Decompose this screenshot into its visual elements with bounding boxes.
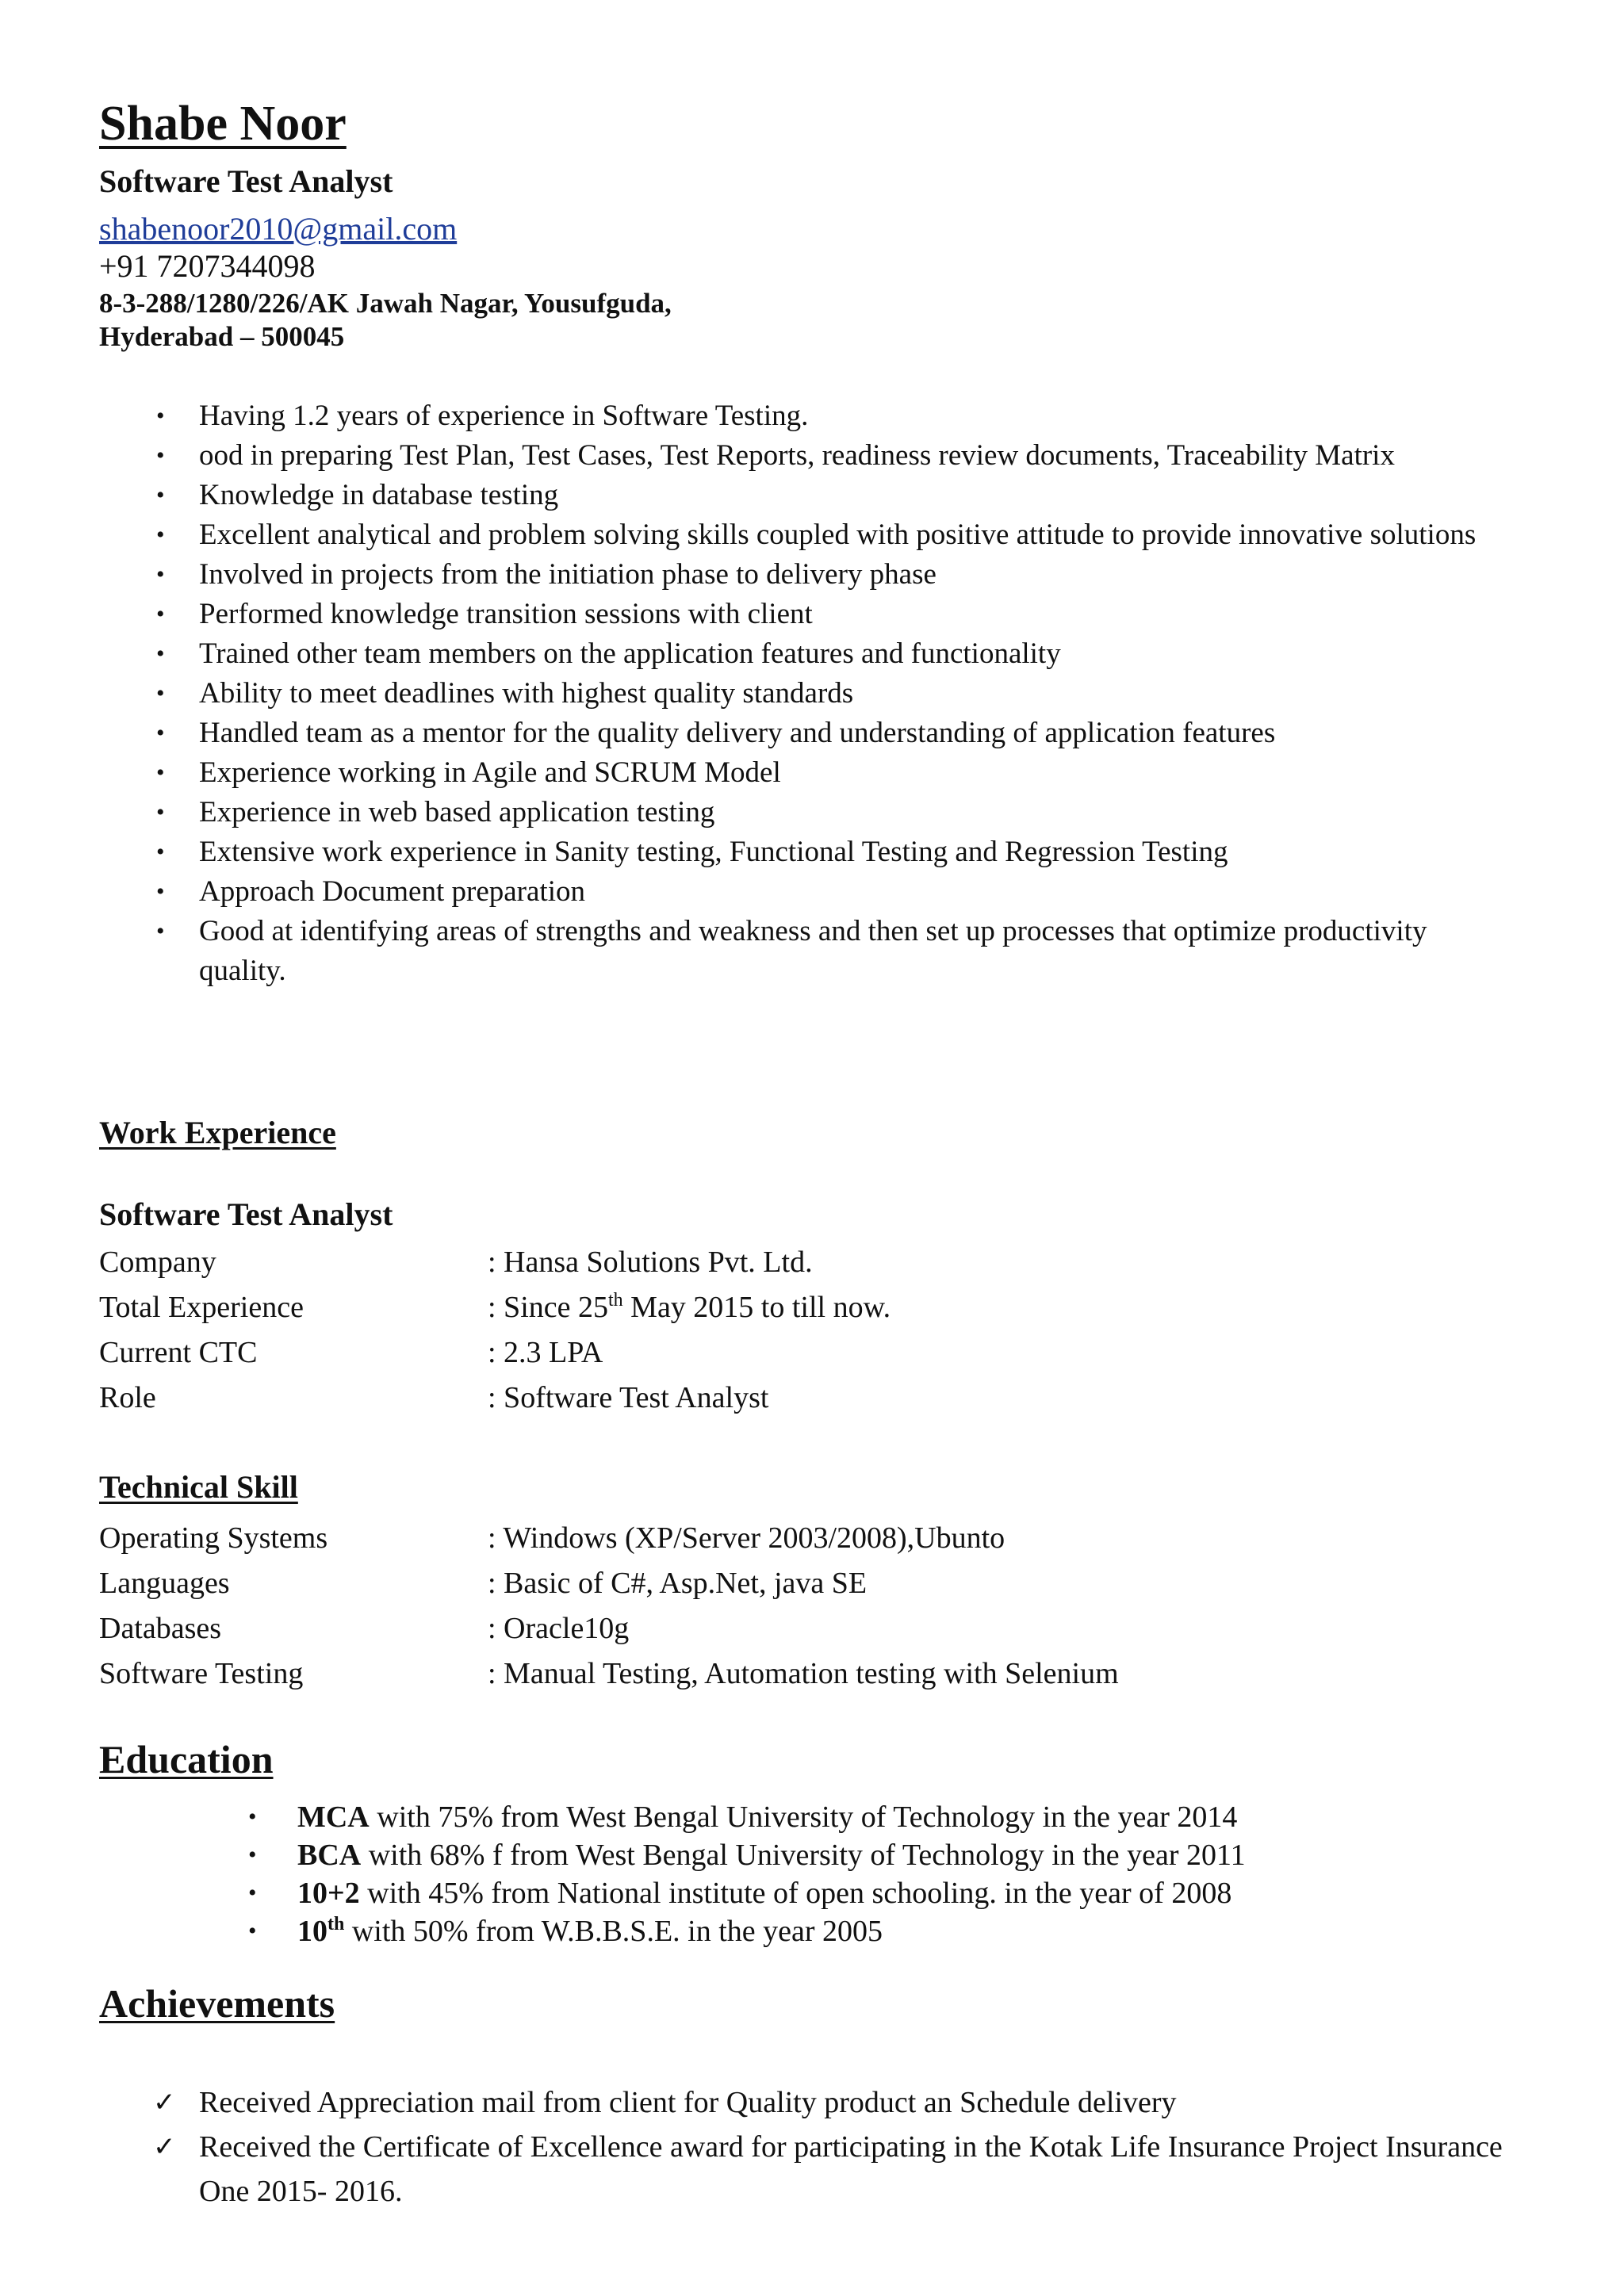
- summary-item: [99, 714, 1511, 753]
- work-value-part: : Since 25: [488, 1291, 608, 1324]
- education-item: [99, 1798, 1246, 1836]
- bullet-icon: •: [156, 641, 165, 667]
- bullet-icon: •: [156, 601, 165, 627]
- degree-name: 10+2: [297, 1877, 360, 1910]
- bullet-icon: •: [156, 918, 165, 944]
- education-item: [99, 1912, 1246, 1950]
- education-detail: with 45% from National institute of open schooling. in the year of 2008: [359, 1877, 1232, 1910]
- work-value: : Software Test Analyst: [488, 1381, 769, 1414]
- work-key: Current CTC: [99, 1336, 258, 1369]
- work-details-table: [99, 1240, 1511, 1421]
- summary-item-text: Having 1.2 years of experience in Software Testing.: [199, 400, 809, 432]
- education-detail: with 75% from West Bengal University of Technology in the year 2014: [369, 1800, 1238, 1834]
- bullet-icon: •: [248, 1804, 257, 1830]
- summary-list: [99, 396, 1511, 991]
- skill-value: : Windows (XP/Server 2003/2008),Ubunto: [488, 1521, 1005, 1555]
- summary-item-text: Good at identifying areas of strengths and weakness and then set up processes that optimize productivity quality.: [199, 915, 1427, 987]
- summary-item: [99, 515, 1511, 555]
- bullet-icon: •: [248, 1918, 257, 1944]
- skill-key: Software Testing: [99, 1657, 304, 1690]
- bullet-icon: •: [156, 760, 165, 786]
- candidate-name: Shabe Noor: [99, 97, 347, 151]
- skill-value: : Basic of C#, Asp.Net, java SE: [488, 1567, 868, 1600]
- summary-item-text: Approach Document preparation: [199, 875, 585, 908]
- checkmark-icon: ✓: [153, 2087, 176, 2118]
- address-line-1: 8-3-288/1280/226/AK Jawah Nagar, Yousufguda,: [99, 288, 672, 319]
- skill-value: : Manual Testing, Automation testing with Selenium: [488, 1657, 1119, 1690]
- summary-item-text: Performed knowledge transition sessions with client: [199, 598, 813, 630]
- bullet-icon: •: [248, 1842, 257, 1868]
- summary-item: [99, 674, 1511, 714]
- skills-table: [99, 1516, 1511, 1697]
- technical-skill-heading: Technical Skill: [99, 1469, 298, 1505]
- summary-item-text: Extensive work experience in Sanity testing, Functional Testing and Regression Testing: [199, 836, 1228, 868]
- achievement-text: Received the Certificate of Excellence award for participating in the Kotak Life Insurance Project Insurance One 2015- 2016.: [199, 2130, 1503, 2208]
- work-value: : 2.3 LPA: [488, 1336, 603, 1369]
- summary-item-text: Excellent analytical and problem solving skills coupled with positive attitude to provide innovative solutions: [199, 519, 1477, 551]
- achievements-list: [99, 2080, 1511, 2214]
- summary-item-text: Knowledge in database testing: [199, 479, 559, 511]
- bullet-icon: •: [248, 1880, 257, 1906]
- work-row: [99, 1285, 1511, 1330]
- summary-item-text: Experience working in Agile and SCRUM Model: [199, 756, 781, 789]
- summary-item-text: Trained other team members on the application features and functionality: [199, 637, 1061, 670]
- education-item: [99, 1874, 1246, 1912]
- work-value-part: May 2015 to till now.: [622, 1291, 891, 1324]
- summary-item: [99, 476, 1511, 515]
- summary-item: [99, 793, 1511, 832]
- bullet-icon: •: [156, 403, 165, 429]
- ordinal-suffix: th: [607, 1290, 623, 1311]
- summary-item: [99, 396, 1511, 436]
- checkmark-icon: ✓: [153, 2131, 176, 2163]
- bullet-icon: •: [156, 561, 165, 587]
- bullet-icon: •: [156, 522, 165, 548]
- summary-item-text: ood in preparing Test Plan, Test Cases, Test Reports, readiness review documents, Traceability Matrix: [199, 439, 1395, 472]
- work-row: [99, 1376, 1511, 1421]
- summary-item: [99, 912, 1511, 991]
- email-link[interactable]: shabenoor2010@gmail.com: [99, 211, 458, 247]
- bullet-icon: •: [156, 482, 165, 508]
- bullet-icon: •: [156, 839, 165, 865]
- skill-row: [99, 1561, 1511, 1606]
- summary-item-text: Involved in projects from the initiation phase to delivery phase: [199, 558, 936, 591]
- work-key: Company: [99, 1246, 216, 1279]
- summary-item-text: Handled team as a mentor for the quality delivery and understanding of application features: [199, 717, 1276, 749]
- achievement-item: [99, 2125, 1511, 2214]
- skill-key: Languages: [99, 1567, 230, 1600]
- achievement-item: [99, 2080, 1511, 2125]
- skill-key: Operating Systems: [99, 1521, 328, 1555]
- education-list: [99, 1798, 1246, 1950]
- work-row: [99, 1330, 1511, 1376]
- bullet-icon: •: [156, 680, 165, 706]
- education-detail: with 68% f from West Bengal University of Technology in the year 2011: [361, 1839, 1246, 1872]
- education-heading: Education: [99, 1737, 274, 1781]
- skill-value: : Oracle10g: [488, 1612, 630, 1645]
- work-row: [99, 1240, 1511, 1285]
- phone-number: +91 7207344098: [99, 248, 316, 284]
- summary-item-text: Experience in web based application testing: [199, 796, 715, 828]
- summary-item: [99, 634, 1511, 674]
- bullet-icon: •: [156, 799, 165, 825]
- summary-item: [99, 595, 1511, 634]
- skill-row: [99, 1606, 1511, 1651]
- skill-row: [99, 1651, 1511, 1697]
- bullet-icon: •: [156, 720, 165, 746]
- candidate-title: Software Test Analyst: [99, 163, 393, 199]
- address-line-2: Hyderabad – 500045: [99, 321, 345, 352]
- work-value: [488, 1285, 891, 1330]
- work-experience-heading: Work Experience: [99, 1115, 336, 1150]
- bullet-icon: •: [156, 878, 165, 905]
- education-item: [99, 1836, 1246, 1874]
- skill-row: [99, 1516, 1511, 1561]
- summary-item-text: Ability to meet deadlines with highest quality standards: [199, 677, 854, 710]
- work-key: Total Experience: [99, 1291, 304, 1324]
- skill-key: Databases: [99, 1612, 222, 1645]
- bullet-icon: •: [156, 442, 165, 469]
- degree-name: MCA: [297, 1800, 370, 1834]
- work-key: Role: [99, 1381, 156, 1414]
- summary-item: [99, 753, 1511, 793]
- degree-name: 10: [297, 1915, 327, 1948]
- achievement-text: Received Appreciation mail from client for Quality product an Schedule delivery: [199, 2086, 1177, 2119]
- achievements-heading: Achievements: [99, 1981, 335, 2026]
- ordinal-suffix: th: [327, 1914, 345, 1934]
- summary-item: [99, 436, 1511, 476]
- degree-name: BCA: [297, 1839, 362, 1872]
- job-title: Software Test Analyst: [99, 1196, 393, 1232]
- summary-item: [99, 872, 1511, 912]
- summary-item: [99, 555, 1511, 595]
- work-value: : Hansa Solutions Pvt. Ltd.: [488, 1246, 813, 1279]
- summary-item: [99, 832, 1511, 872]
- education-detail: with 50% from W.B.B.S.E. in the year 2005: [344, 1915, 883, 1948]
